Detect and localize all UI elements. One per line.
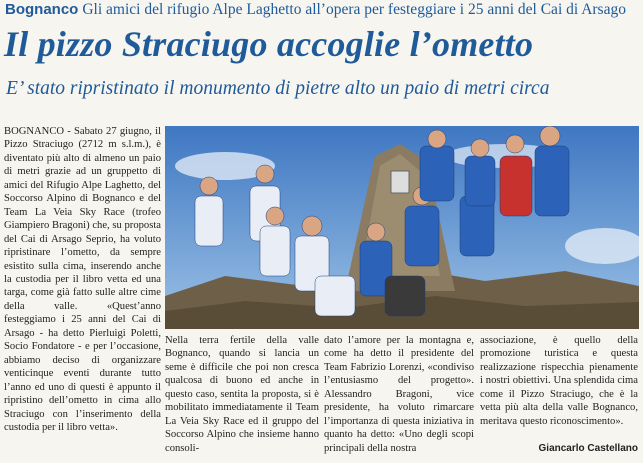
article-column-1: BOGNANCO - Sabato 27 giugno, il Pizzo Straciugo (2712 m s.l.m.), è diventato più alto di almeno un paio di metri grazie ad un gruppetto di amici del Rifugio Alpe Laghetto, del Soccorso Alpino di Bognanco e del Team La Veia Sky Race (trofeo Giampiero Bragoni) che, su proposta del Cai di Arsago Seprio, ha voluto ripristinare l’ometto, da sempre esistito sulla cima, inserendo anche la custodia per il libro vetta ed una targa, come già fatto sulle altre cime della valle. «Quest’anno festeggiamo i 25 anni del Cai di Arsago - ha detto Pierluigi Poletti, Socio Fondatore - e per l’occasione, abbiamo deciso di organizzare venticinque eventi durante tutto l’anno ed uno di questi è appunto il ripristino dell’ometto in cima allo Straciugo con l’inserimento della custodia per il libro vetta». bbox=[4, 126, 161, 433]
photo-illustration bbox=[165, 126, 639, 329]
subheadline: E’ stato ripristinato il monumento di pietre alto un paio di metri circa bbox=[6, 78, 550, 99]
group-photo bbox=[165, 126, 639, 329]
article-column-4: associazione, è quello della promozione turistica e questa realizzazione rispecchia pienamente i nostri obiettivi. Una splendida cima come il Pizzo Straciugo, che è la vetta più alta della valle Bognanco, meritava questo riconoscimento». bbox=[480, 335, 638, 427]
article-column-2: Nella terra fertile della valle Bognanco, quando si lancia un seme è difficile che poi non cresca qualcosa di buono ed anche in questo caso, sentita la proposta, si è mobilitato immediatamente il Team La Veia Sky Race ed il gruppo del Soccorso Alpino che insieme hanno consoli- bbox=[165, 335, 319, 454]
byline: Giancarlo Castellano bbox=[538, 443, 638, 454]
kicker: Bognanco bbox=[5, 1, 79, 18]
headline: Il pizzo Straciugo accoglie l’ometto bbox=[4, 24, 534, 64]
kicker-row bbox=[5, 1, 638, 19]
article-column-3: dato l’amore per la montagna e, come ha detto il presidente del Team Fabrizio Lorenzi, «condiviso l’entusiasmo del progetto». Alessandro Bragoni, vice presidente, ha voluto rimarcare l’importanza di questa iniziativa in quanto ha detto: «Uno degli scopi principali della nostra bbox=[324, 335, 474, 454]
kicker-text: Gli amici del rifugio Alpe Laghetto all’opera per festeggiare i 25 anni del Cai di Arsago bbox=[82, 1, 626, 18]
